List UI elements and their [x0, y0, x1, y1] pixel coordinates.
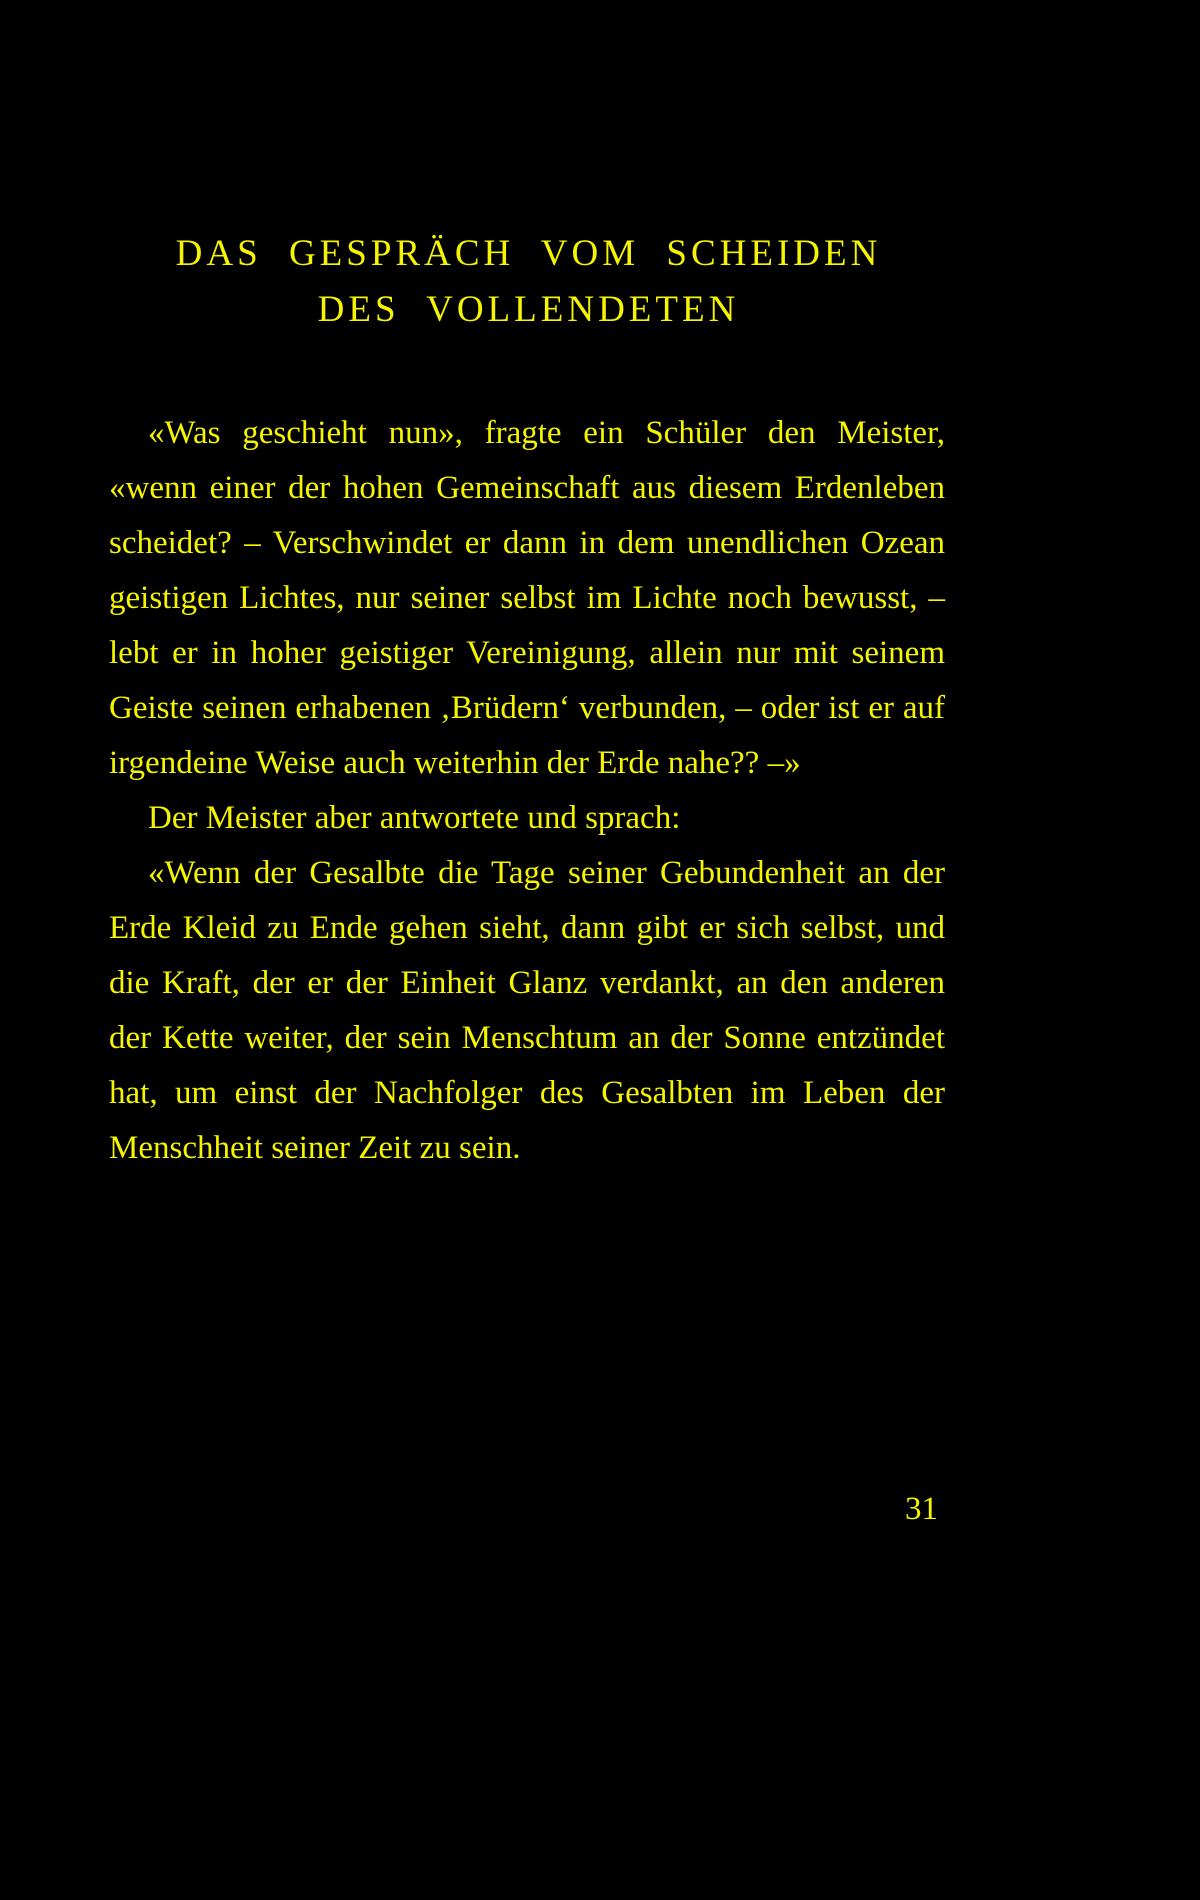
chapter-title-line-1: DAS GESPRÄCH VOM SCHEIDEN — [175, 233, 882, 274]
chapter-title-line-2: DES VOLLENDETEN — [317, 289, 740, 330]
page-number: 31 — [905, 1491, 938, 1527]
body-text — [109, 406, 945, 1176]
paragraph-master-answer: «Wenn der Gesalbte die Tage seiner Gebundenheit an der Erde Kleid zu Ende gehen sieht, dann gibt er sich selbst, und die Kraft, der er der Einheit Glanz verdankt, an den anderen der Kette weiter, der sein Menschtum an der Sonne entzündet hat, um einst der Nachfolger des Gesalbten im Leben der Menschheit seiner Zeit zu sein. — [109, 855, 945, 1166]
paragraph-master-intro: Der Meister aber antwortete und sprach: — [148, 800, 681, 836]
paragraph-question: «Was geschieht nun», fragte ein Schüler den Meister, «wenn einer der hohen Gemeinschaft aus diesem Erdenleben scheidet? – Verschwindet er dann in dem unendlichen Ozean geistigen Lichtes, nur seiner selbst im Lichte noch bewusst, – lebt er in hoher geistiger Vereinigung, allein nur mit seinem Geiste seinen erhabenen ‚Brüdern‘ verbunden, – oder ist er auf irgendeine Weise auch weiterhin der Erde nahe?? –» — [109, 415, 945, 781]
